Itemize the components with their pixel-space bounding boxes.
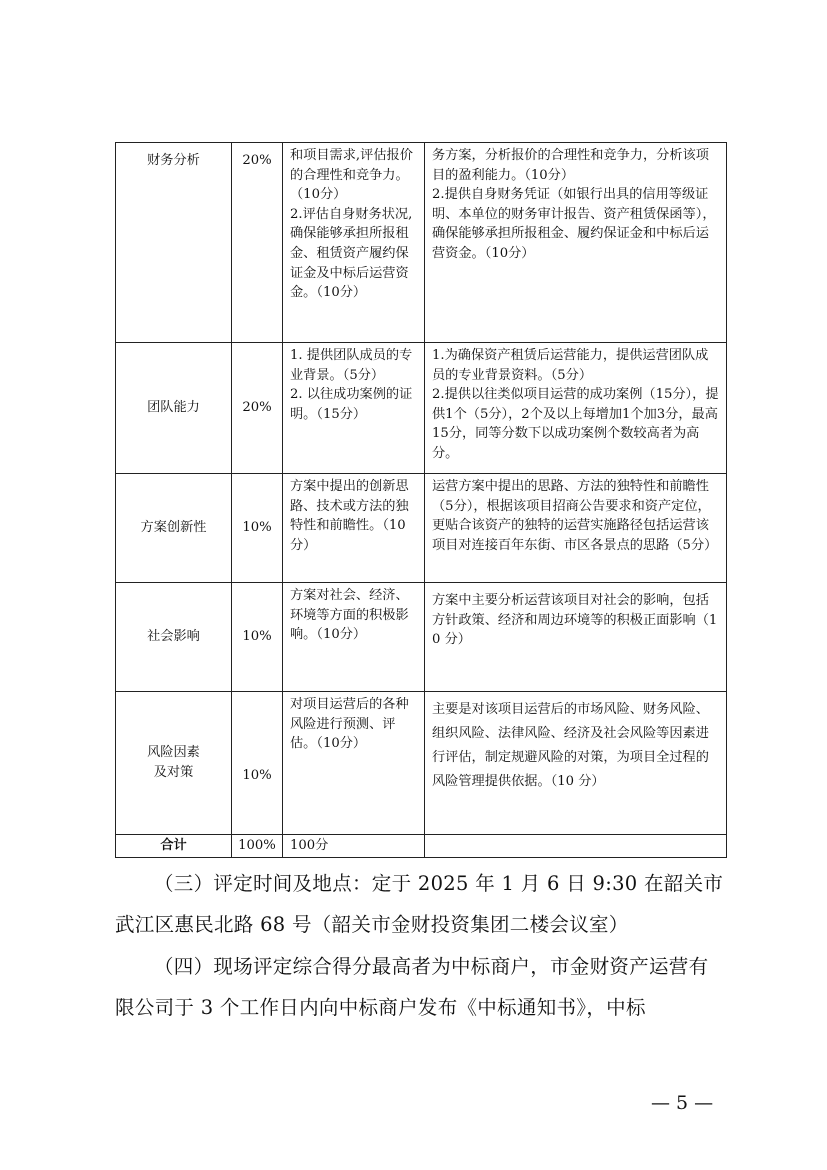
total-score: 100分 xyxy=(283,835,425,858)
criterion-detail: 主要是对该项目运营后的市场风险、财务风险、组织风险、法律风险、经济及社会风险等因素进行评估，制定规避风险的对策，为项目全过程的风险管理提供依据。（10 分） xyxy=(425,692,727,835)
criterion-detail: 方案中主要分析运营该项目对社会的影响，包括方针政策、经济和周边环境等的积极正面影响（10 分） xyxy=(425,583,727,692)
criterion-weight: 10% xyxy=(232,583,283,692)
criterion-name: 社会影响 xyxy=(116,583,232,692)
criterion-summary: 方案对社会、经济、环境等方面的积极影响。（10分） xyxy=(283,583,425,692)
criterion-summary: 1. 提供团队成员的专业背景。（5分） 2. 以往成功案例的证明。（15分） xyxy=(283,343,425,474)
criterion-weight: 20% xyxy=(232,343,283,474)
criterion-summary: 对项目运营后的各种风险进行预测、评估。（10分） xyxy=(283,692,425,835)
table-row xyxy=(116,583,727,692)
table-row xyxy=(116,692,727,835)
paragraph-winner: （四）现场评定综合得分最高者为中标商户，市金财资产运营有限公司于 3 个工作日内向中标商户发布《中标通知书》，中标 xyxy=(115,955,709,1019)
table-row-total xyxy=(116,835,727,858)
criterion-summary: 和项目需求,评估报价的合理性和竞争力。（10分） 2.评估自身财务状况,确保能够承担所报租金、租赁资产履约保证金及中标后运营资金。（10分） xyxy=(283,143,425,343)
criterion-name: 方案创新性 xyxy=(116,474,232,583)
total-weight: 100% xyxy=(232,835,283,858)
criterion-detail: 1.为确保资产租赁后运营能力，提供运营团队成员的专业背景资料。（5分） 2.提供以往类似项目运营的成功案例（15分），提供1个（5分），2个及以上每增加1个加3分，最高15分，同等分数下以成功案例个数较高者为高分。 xyxy=(425,343,727,474)
total-detail xyxy=(425,835,727,858)
criterion-weight: 10% xyxy=(232,474,283,583)
criterion-name: 风险因素 及对策 xyxy=(116,692,232,835)
criterion-summary: 方案中提出的创新思路、技术或方法的独特性和前瞻性。（10分） xyxy=(283,474,425,583)
total-label: 合计 xyxy=(116,835,232,858)
criterion-weight: 20% xyxy=(232,143,283,343)
table-row xyxy=(116,474,727,583)
criterion-detail: 务方案，分析报价的合理性和竞争力，分析该项目的盈利能力。（10分） 2.提供自身财务凭证（如银行出具的信用等级证明、本单位的财务审计报告、资产租赁保函等），确保能够承担所报租金、履约保证金和中标后运营资金。（10分） xyxy=(425,143,727,343)
table-row xyxy=(116,143,727,343)
criterion-name: 财务分析 xyxy=(116,143,232,343)
criterion-name: 团队能力 xyxy=(116,343,232,474)
table-row xyxy=(116,343,727,474)
paragraph-evaluation-time: （三）评定时间及地点：定于 2025 年 1 月 6 日 9:30 在韶关市武江区惠民北路 68 号（韶关市金财投资集团二楼会议室） xyxy=(115,872,724,936)
scoring-table xyxy=(115,142,727,858)
criterion-weight: 10% xyxy=(232,692,283,835)
criterion-detail: 运营方案中提出的思路、方法的独特性和前瞻性（5分），根据该项目招商公告要求和资产定位，更贴合该资产的独特的运营实施路径包括运营该项目对连接百年东街、市区各景点的思路（5分） xyxy=(425,474,727,583)
page-number: — 5 — xyxy=(651,1092,714,1114)
